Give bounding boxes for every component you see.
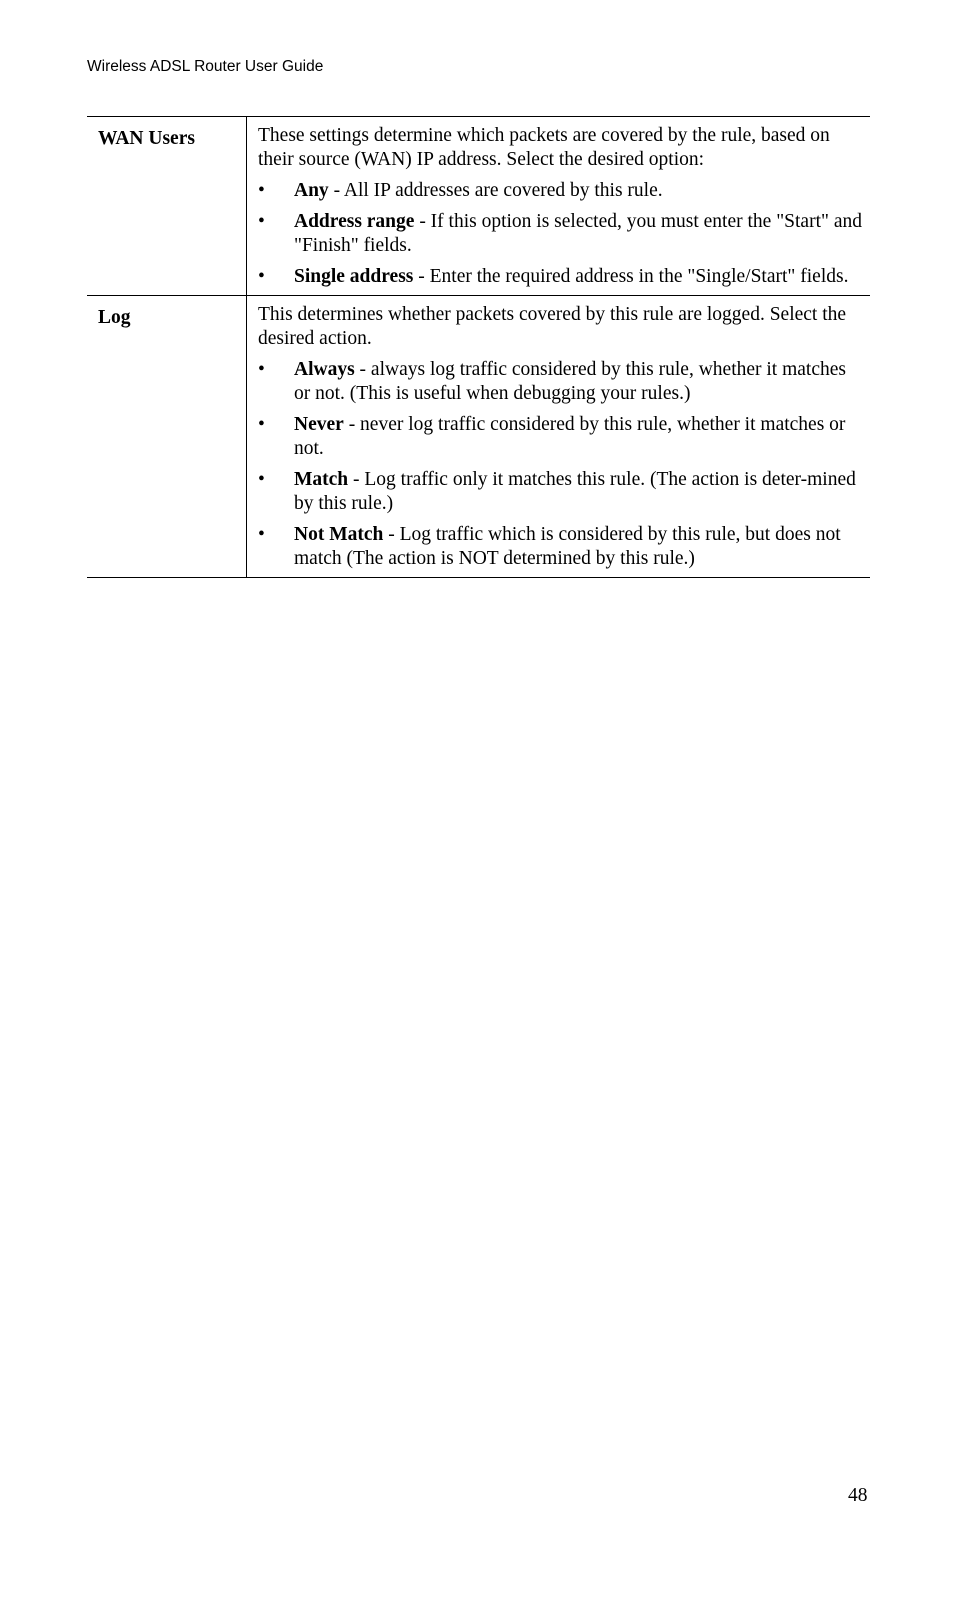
list-item — [258, 468, 862, 516]
option-list — [258, 179, 862, 289]
settings-table — [87, 116, 870, 578]
option-text: - Log traffic which is considered by this rule, but does not match (The action is NOT determined by this rule.) — [294, 524, 841, 569]
description-intro: These settings determine which packets are covered by the rule, based on their source (WAN) IP address. Select the desired option: — [258, 125, 830, 170]
option-text: - Enter the required address in the "Single/Start" fields. — [413, 266, 849, 287]
option-list — [258, 358, 862, 571]
table-row-log — [87, 296, 870, 578]
option-name: Any — [294, 180, 329, 201]
running-header: Wireless ADSL Router User Guide — [87, 58, 324, 75]
option-text: - If this option is selected, you must enter the "Start" and "Finish" fields. — [294, 211, 862, 256]
term-label: WAN Users — [87, 117, 247, 295]
list-item — [258, 413, 862, 461]
bullet-icon: • — [258, 211, 265, 232]
description-intro: This determines whether packets covered by this rule are logged. Select the desired action. — [258, 304, 847, 349]
option-name: Address range — [294, 211, 415, 232]
bullet-icon: • — [258, 180, 265, 201]
bullet-icon: • — [258, 414, 265, 435]
list-item — [258, 210, 862, 258]
option-text: - always log traffic considered by this rule, whether it matches or not. (This is useful when debugging your rules.) — [294, 359, 846, 404]
list-item — [258, 265, 862, 289]
option-text: - never log traffic considered by this rule, whether it matches or not. — [294, 414, 846, 459]
option-text: - Log traffic only it matches this rule. (The action is deter-mined by this rule.) — [294, 469, 856, 514]
list-item — [258, 358, 862, 406]
option-text: - All IP addresses are covered by this rule. — [328, 180, 663, 201]
bullet-icon: • — [258, 359, 265, 380]
description-cell — [247, 117, 870, 295]
list-item — [258, 179, 862, 203]
page-number: 48 — [848, 1485, 868, 1506]
bullet-icon: • — [258, 524, 265, 545]
list-item — [258, 523, 862, 571]
option-name: Never — [294, 414, 344, 435]
option-name: Match — [294, 469, 349, 490]
description-cell — [247, 296, 870, 577]
option-name: Not Match — [294, 524, 384, 545]
option-name: Always — [294, 359, 355, 380]
term-label: Log — [87, 296, 247, 577]
bullet-icon: • — [258, 469, 265, 490]
bullet-icon: • — [258, 266, 265, 287]
option-name: Single address — [294, 266, 414, 287]
table-row-wan-users — [87, 117, 870, 296]
